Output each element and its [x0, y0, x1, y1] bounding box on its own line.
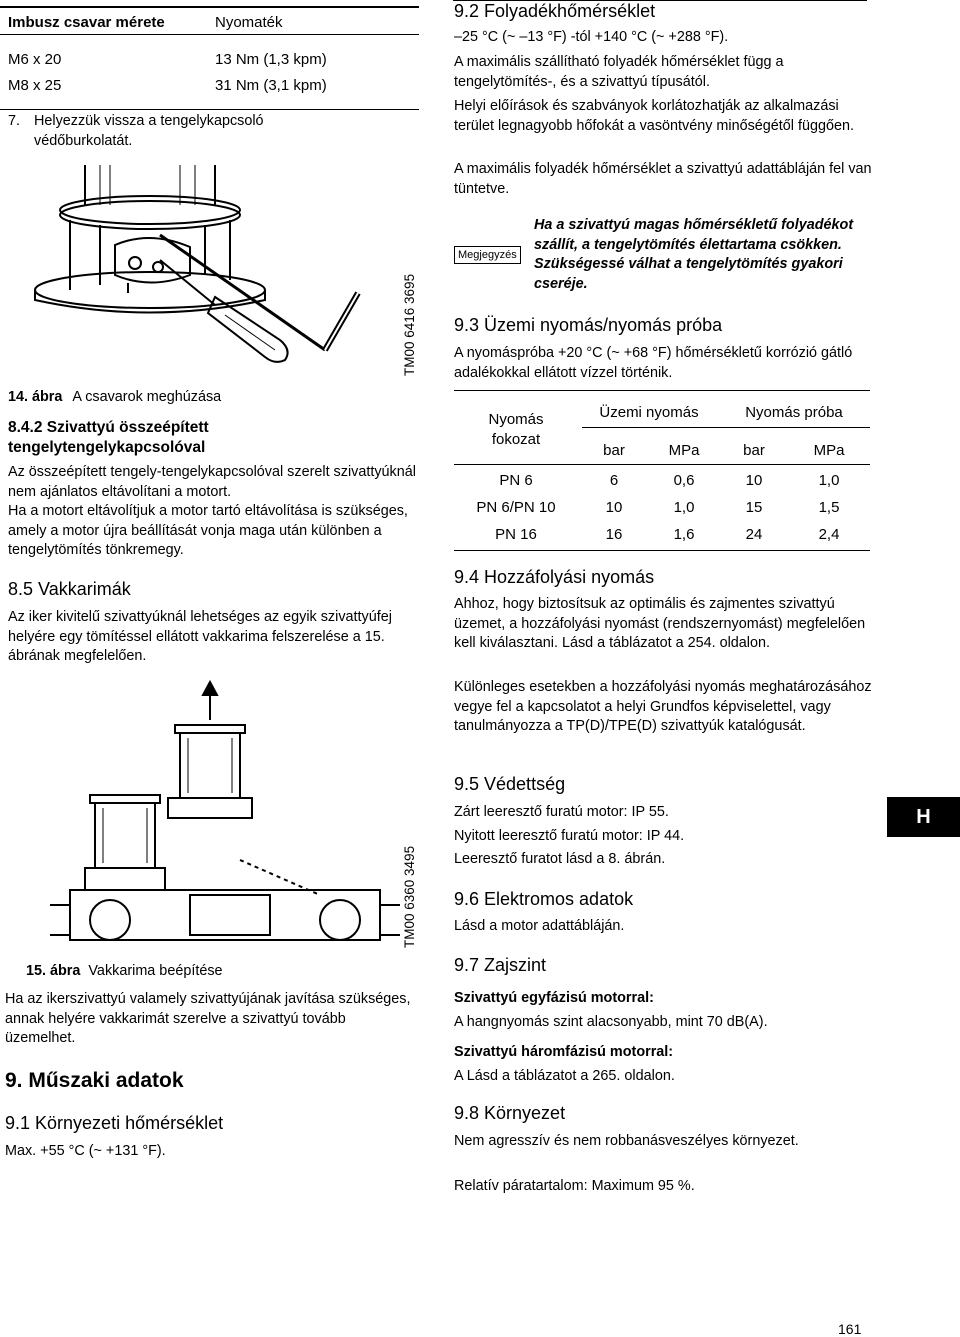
figure-14-drawing — [30, 165, 370, 380]
pressure-cell: 6 — [609, 472, 619, 489]
pressure-cell: PN 6/PN 10 — [476, 499, 556, 516]
section-9-2-title: 9.2 Folyadékhőmérséklet — [454, 1, 656, 21]
section-9-7-sub1: Szivattyú egyfázisú motorral: — [454, 990, 654, 1006]
section-9-2-para: –25 °C (~ –13 °F) -tól +140 °C (~ +288 °F). — [454, 29, 729, 45]
pressure-cell: 1,0 — [818, 472, 840, 489]
pressure-row — [454, 526, 870, 550]
section-9-3-text: A nyomáspróba +20 °C (~ +68 °F) hőmérsékletű korrózió gátló adalékokkal ellátott vízzel történik. — [454, 345, 853, 381]
torque-cell: M6 x 20 — [8, 51, 62, 68]
torque-table — [0, 6, 419, 94]
pressure-cell: 10 — [605, 499, 623, 516]
note-text: Ha a szivattyú magas hőmérsékletű folyadékot szállít, a tengelytömítés élettartama csökken. Szükségessé válhat a tengelytömítés gyakori cseréje. — [534, 217, 854, 292]
pressure-header-test: Nyomás próba — [745, 404, 843, 421]
pressure-cell: PN 16 — [495, 526, 537, 543]
section-9-4-title: 9.4 Hozzáfolyási nyomás — [454, 567, 655, 587]
torque-cell: M8 x 25 — [8, 77, 62, 94]
figure-15-caption — [26, 962, 223, 982]
pressure-cell: 2,4 — [818, 526, 840, 543]
pressure-cell: PN 6 — [499, 472, 533, 489]
torque-header-size: Imbusz csavar mérete — [8, 14, 165, 31]
section-9-5-title: 9.5 Védettség — [454, 774, 566, 794]
section-9-1-title: 9.1 Környezeti hőmérséklet — [5, 1113, 224, 1133]
pressure-row — [454, 472, 870, 496]
torque-cell: 13 Nm (1,3 kpm) — [215, 51, 327, 68]
section-9-2-para: Helyi előírások és szabványok korlátozhatják az alkalmazási terület legnagyobb hőfokát a vasöntvény minőségétől függően. — [454, 98, 855, 134]
section-9-7-text1: A hangnyomás szint alacsonyabb, mint 70 dB(A). — [454, 1014, 768, 1030]
section-8-4-2-para: Ha a motort eltávolítjuk a motor tartó eltávolítása is szükséges, amely a motor újra beállítását vonja maga után különben a tengelytömítés tönkremegy. — [8, 503, 408, 559]
section-9-7-sub2: Szivattyú háromfázisú motorral: — [454, 1044, 674, 1060]
pressure-cell: 1,0 — [673, 499, 695, 516]
torque-header-torque: Nyomaték — [215, 14, 283, 31]
section-9-title: 9. Műszaki adatok — [5, 1069, 184, 1092]
section-9-6-text: Lásd a motor adattábláján. — [454, 918, 625, 934]
figure-14-code: TM00 6416 3695 — [402, 273, 417, 376]
pressure-unit: bar — [743, 442, 765, 459]
language-tab-label: H — [916, 805, 931, 828]
section-9-6-title: 9.6 Elektromos adatok — [454, 889, 634, 909]
section-9-4-para: Ahhoz, hogy biztosítsuk az optimális és zajmentes szivattyú üzemet, a hozzáfolyási nyomást (rendszernyomást) megfelelően kell kiválasztani. Lásd a táblázatot a 254. oldalon. — [454, 596, 866, 652]
section-9-5-line: Nyitott leeresztő furatú motor: IP 44. — [454, 828, 685, 844]
pressure-subheader-rule — [582, 427, 870, 428]
section-9-8-para: Nem agresszív és nem robbanásveszélyes környezet. — [454, 1133, 799, 1149]
pressure-row — [454, 499, 870, 523]
figure-14-label: 14. ábra — [8, 389, 63, 405]
pressure-table-top-rule — [454, 390, 870, 391]
step-number: 7. — [8, 113, 21, 129]
section-9-5-line: Leeresztő furatot lásd a 8. ábrán. — [454, 851, 666, 867]
pressure-unit: bar — [603, 442, 625, 459]
figure-15-label: 15. ábra — [26, 963, 81, 979]
figure-15-caption-text: Vakkarima beépítése — [88, 963, 223, 979]
pressure-cell: 16 — [605, 526, 623, 543]
figure-15-code: TM00 6360 3495 — [402, 845, 417, 948]
section-9-3-title: 9.3 Üzemi nyomás/nyomás próba — [454, 315, 723, 335]
section-9-7-text2: A Lásd a táblázatot a 265. oldalon. — [454, 1068, 675, 1084]
pressure-header-stage: Nyomás fokozat — [488, 411, 544, 448]
section-9-2-para: A maximális szállítható folyadék hőmérséklet függ a tengelytömítés-, és a szivattyú típusától. — [454, 54, 784, 90]
note-badge: Megjegyzés — [454, 246, 521, 264]
pressure-cell: 24 — [745, 526, 763, 543]
pressure-header-op: Üzemi nyomás — [599, 404, 699, 421]
section-9-8-title: 9.8 Környezet — [454, 1103, 566, 1123]
pressure-unit: MPa — [813, 442, 845, 459]
section-9-8-para: Relatív páratartalom: Maximum 95 %. — [454, 1178, 695, 1194]
section-9-4-para: Különleges esetekben a hozzáfolyási nyomás meghatározásához vegye fel a kapcsolatot a helyi Grundfos képviselettel, vagy tanulmányozza a TP(D)/TPE(D) szivattyúk katalógusát. — [454, 679, 872, 735]
section-8-4-2-title: 8.4.2 Szivattyú összeépített tengelytengelykapcsolóval — [8, 419, 209, 456]
pressure-bottom-rule — [454, 550, 870, 551]
section-9-1-text: Max. +55 °C (~ +131 °F). — [5, 1143, 166, 1159]
figure-15-drawing — [50, 680, 410, 955]
pressure-header-rule — [454, 464, 870, 465]
pressure-cell: 15 — [745, 499, 763, 516]
figure-14-caption — [8, 388, 221, 408]
section-9-2-para: A maximális folyadék hőmérséklet a szivattyú adattábláján fel van tüntetve. — [454, 161, 872, 197]
section-8-4-2-para: Az összeépített tengely-tengelykapcsolóval szerelt szivattyúknál nem ajánlatos eltávolítani a motort. — [8, 464, 416, 500]
section-9-7-title: 9.7 Zajszint — [454, 955, 547, 975]
section-9-5-line: Zárt leeresztő furatú motor: IP 55. — [454, 804, 669, 820]
pressure-unit: MPa — [668, 442, 700, 459]
page-number: 161 — [838, 1321, 862, 1337]
torque-cell: 31 Nm (3,1 kpm) — [215, 77, 327, 94]
section-8-5-title: 8.5 Vakkarimák — [8, 579, 131, 599]
figure-14-caption-text: A csavarok meghúzása — [72, 389, 222, 405]
section-8-5-text: Az iker kivitelű szivattyúknál lehetséges az egyik szivattyúfej helyére egy tömítéssel ellátott vakkarima felszerelése a 15. ábrának megfelelően. — [8, 609, 392, 665]
pressure-cell: 1,6 — [673, 526, 695, 543]
step-text: Helyezzük vissza a tengelykapcsoló védőburkolatát. — [34, 113, 264, 149]
pressure-cell: 1,5 — [818, 499, 840, 516]
pressure-table — [454, 390, 870, 552]
pressure-cell: 10 — [745, 472, 763, 489]
figure-15-text: Ha az ikerszivattyú valamely szivattyújának javítása szükséges, annak helyére vakkarimát szerelve a szivattyú tovább üzemelhet. — [5, 991, 411, 1047]
pressure-cell: 0,6 — [673, 472, 695, 489]
language-tab — [887, 797, 960, 837]
